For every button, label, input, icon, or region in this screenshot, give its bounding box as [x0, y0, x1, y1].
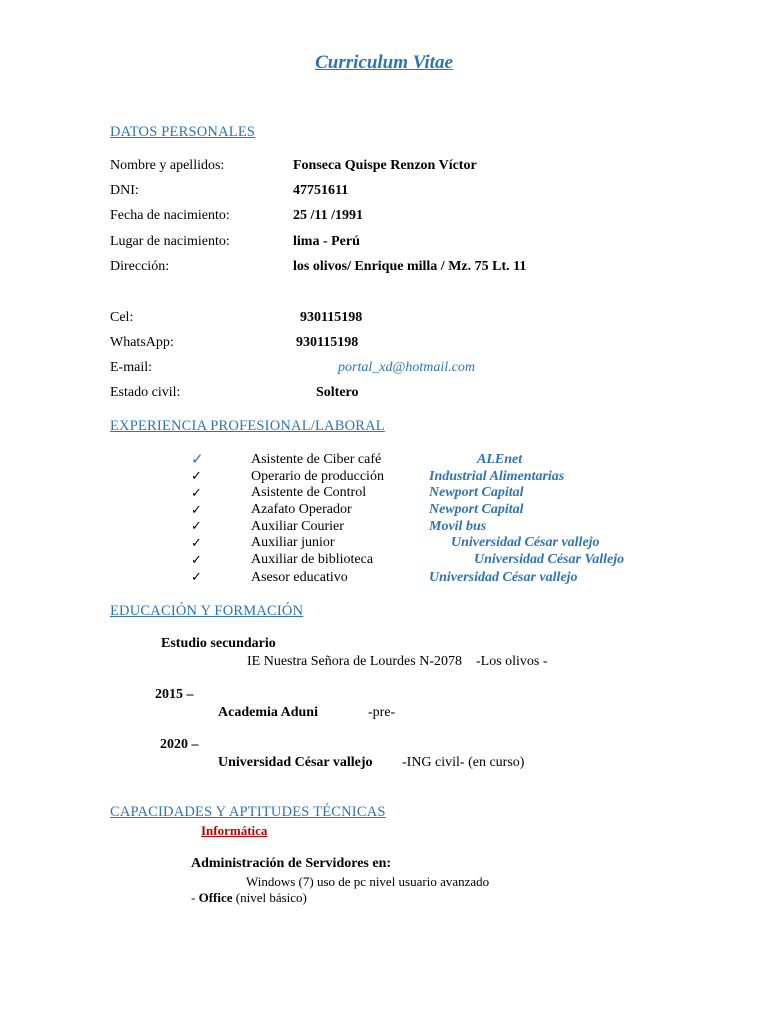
job-role: Auxiliar junior	[251, 535, 335, 550]
edu-university: Universidad César vallejo	[218, 755, 373, 770]
edu-secondary-detail: IE Nuestra Señora de Lourdes N-2078 -Los olivos -	[247, 654, 548, 669]
value-email-link[interactable]: portal_xd@hotmail.com	[338, 360, 475, 375]
job-company: Universidad César vallejo	[451, 535, 600, 550]
edu-year-2020: 2020 –	[160, 737, 199, 752]
edu-secondary-title: Estudio secundario	[161, 636, 276, 651]
document-title: Curriculum Vitae	[315, 52, 453, 73]
value-cel: 930115198	[300, 310, 363, 325]
check-icon: ✓	[191, 518, 202, 533]
check-icon: ✓	[191, 452, 204, 468]
label-name: Nombre y apellidos:	[110, 158, 225, 173]
value-civil-status: Soltero	[316, 385, 359, 400]
job-company: Movil bus	[429, 519, 487, 534]
job-role: Asesor educativo	[251, 570, 348, 585]
job-role: Asistente de Control	[251, 485, 367, 500]
value-dni: 47751611	[293, 183, 349, 198]
value-whatsapp: 930115198	[296, 335, 359, 350]
check-icon: ✓	[191, 552, 202, 567]
edu-academy-note: -pre-	[368, 705, 396, 720]
job-company: Universidad César Vallejo	[474, 552, 625, 567]
label-whatsapp: WhatsApp:	[110, 335, 174, 350]
section-personal-heading: DATOS PERSONALES	[110, 124, 256, 140]
job-company: ALEnet	[477, 452, 523, 467]
edu-academy: Academia Aduni	[218, 705, 318, 720]
skills-office-note: (nivel básico)	[232, 890, 307, 905]
check-icon: ✓	[191, 502, 202, 517]
label-dni: DNI:	[110, 183, 139, 198]
skills-office-dash: -	[191, 890, 199, 905]
label-cel: Cel:	[110, 310, 134, 325]
check-icon: ✓	[191, 569, 202, 584]
value-birthplace: lima - Perú	[293, 234, 360, 249]
value-address: los olivos/ Enrique milla / Mz. 75 Lt. 11	[293, 259, 527, 274]
skills-office-line	[191, 890, 307, 906]
label-address: Dirección:	[110, 259, 170, 274]
label-email: E-mail:	[110, 360, 152, 375]
edu-university-note: -ING civil- (en curso)	[402, 755, 525, 770]
job-company: Industrial Alimentarias	[429, 469, 565, 484]
value-birthdate: 25 /11 /1991	[293, 208, 364, 223]
job-role: Azafato Operador	[251, 502, 352, 517]
job-role: Auxiliar Courier	[251, 519, 344, 534]
job-role: Operario de producción	[251, 469, 384, 484]
edu-year-2015: 2015 –	[155, 687, 194, 702]
job-role: Asistente de Ciber café	[251, 452, 382, 467]
label-civil-status: Estado civil:	[110, 385, 181, 400]
check-icon: ✓	[191, 535, 202, 550]
skills-admin-title: Administración de Servidores en:	[191, 856, 392, 871]
job-role: Auxiliar de biblioteca	[251, 552, 374, 567]
job-company: Newport Capital	[429, 485, 524, 500]
job-company: Universidad César vallejo	[429, 570, 578, 585]
job-company: Newport Capital	[429, 502, 524, 517]
skills-office-name: Office	[198, 890, 233, 905]
section-experience-heading: EXPERIENCIA PROFESIONAL/LABORAL	[110, 418, 385, 434]
check-icon: ✓	[191, 468, 202, 483]
label-birthdate: Fecha de nacimiento:	[110, 208, 230, 223]
section-education-heading: EDUCACIÓN Y FORMACIÓN	[110, 603, 304, 619]
skills-category: Informática	[201, 823, 268, 838]
label-birthplace: Lugar de nacimiento:	[110, 234, 230, 249]
value-name: Fonseca Quispe Renzon Víctor	[293, 158, 477, 173]
skills-windows-line: Windows (7) uso de pc nivel usuario avanzado	[246, 874, 490, 889]
check-icon: ✓	[191, 485, 202, 500]
section-skills-heading: CAPACIDADES Y APTITUDES TÉCNICAS	[110, 804, 386, 820]
